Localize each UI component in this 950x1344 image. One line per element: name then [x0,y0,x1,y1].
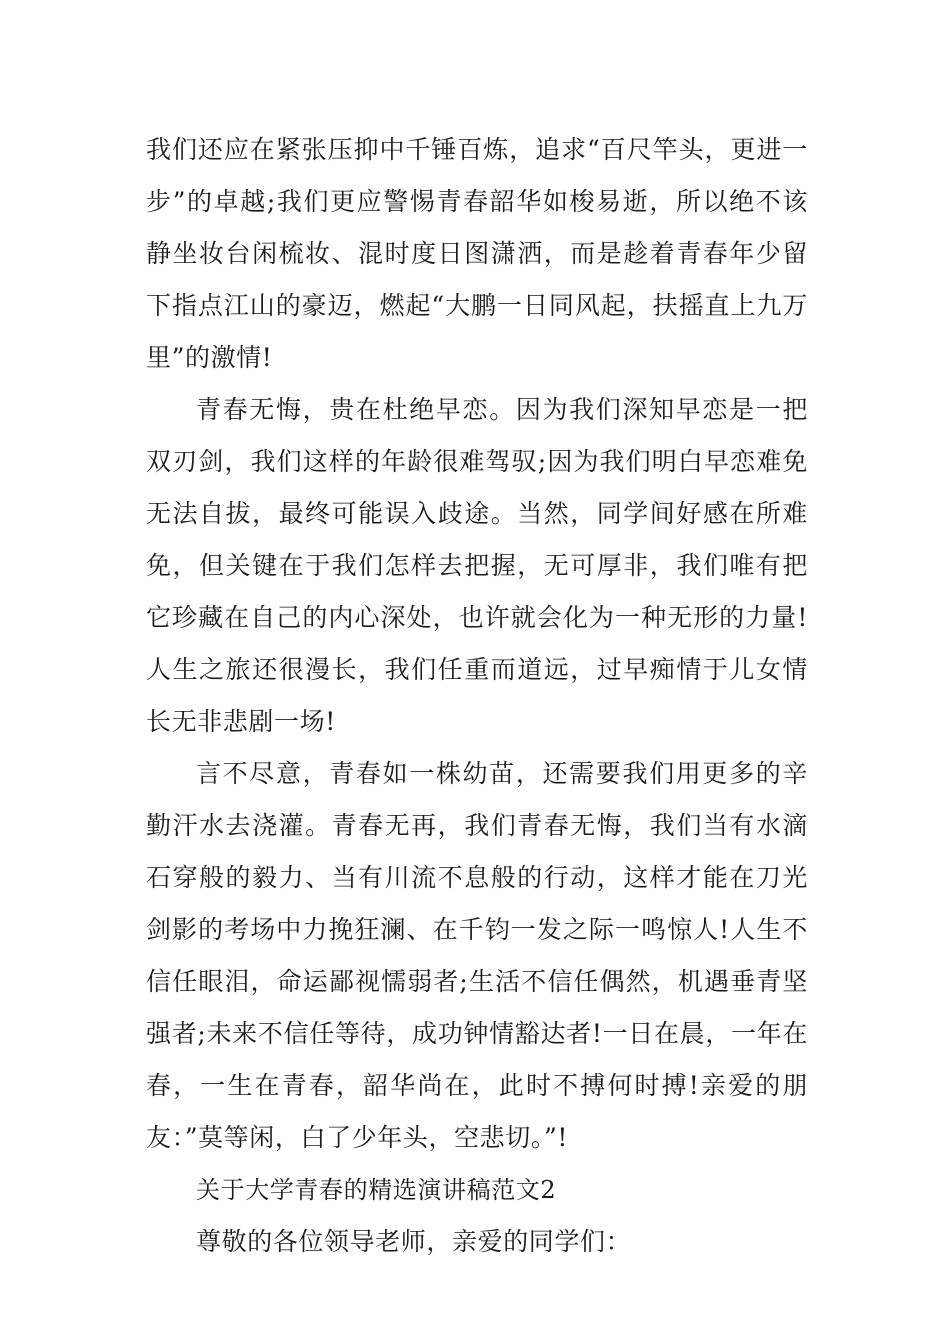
section-title: 关于大学青春的精选演讲稿范文2 [196,1176,557,1204]
paragraph-early-love: 青春无悔，贵在杜绝早恋。因为我们深知早恋是一把双刃剑，我们这样的年龄很难驾驭;因为我们明白早恋难免无法自拔，最终可能误入歧途。当然，同学间好感在所难免，但关键在于我们怎样去把握，无可厚非，我们唯有把它珍藏在自己的内心深处，也许就会化为一种无形的力量!人生之旅还很漫长，我们任重而道远，过早痴情于儿女情长无非悲剧一场! [146,395,808,736]
paragraph-continuation: 我们还应在紧张压抑中千锤百炼，追求“百尺竿头，更进一步”的卓越;我们更应警惕青春韶华如梭易逝，所以绝不该静坐妆台闲梳妆、混时度日图潇洒，而是趁着青春年少留下指点江山的豪迈，燃起“大鹏一日同风起，扶摇直上九万里”的激情! [146,135,808,372]
greeting-line: 尊敬的各位领导老师，亲爱的同学们： [196,1227,632,1256]
document-body [146,124,808,1268]
paragraph-conclusion: 言不尽意，青春如一株幼苗，还需要我们用更多的辛勤汗水去浇灌。青春无再，我们青春无悔，我们当有水滴石穿般的毅力、当有川流不息般的行动，这样才能在刀光剑影的考场中力挽狂澜、在千钧一发之际一鸣惊人!人生不信任眼泪，命运鄙视懦弱者;生活不信任偶然，机遇垂青坚强者;未来不信任等待，成功钟情豁达者!一日在晨，一年在春，一生在青春，韶华尚在，此时不搏何时搏!亲爱的朋友：”莫等闲，白了少年头，空悲切。”! [146,759,808,1152]
